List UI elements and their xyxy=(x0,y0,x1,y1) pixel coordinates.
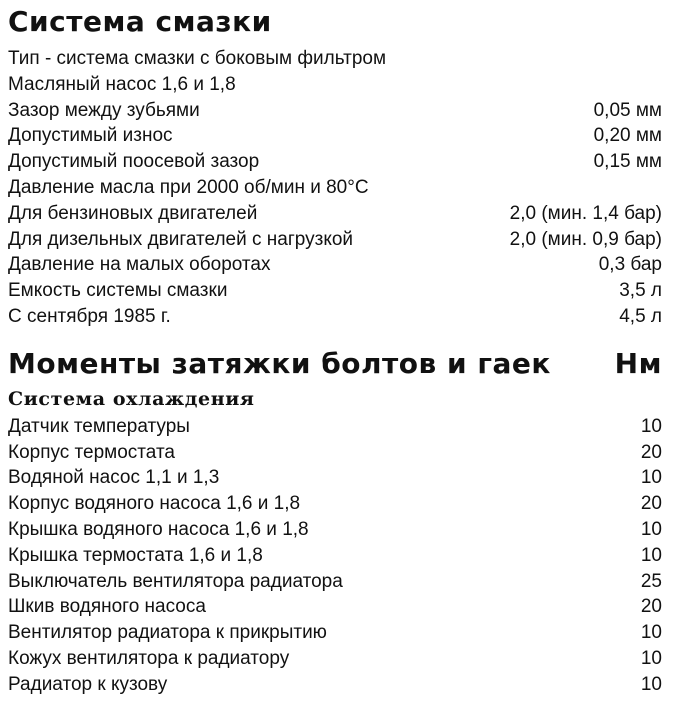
spec-value: 0,3 бар xyxy=(598,254,662,276)
spec-value: 3,5 л xyxy=(619,280,662,302)
spec-value: 10 xyxy=(640,544,662,566)
spec-row xyxy=(8,72,662,98)
spec-label: Для дизельных двигателей с нагрузкой xyxy=(8,228,354,250)
spec-label: Емкость системы смазки xyxy=(8,280,228,302)
spec-row xyxy=(8,440,662,466)
spec-row xyxy=(8,149,662,175)
spec-value: 10 xyxy=(640,673,662,695)
cooling-system-subheading: Система охлаждения xyxy=(8,387,255,410)
spec-row xyxy=(8,517,662,543)
spec-row xyxy=(8,46,662,72)
spec-row xyxy=(8,304,662,330)
spec-row xyxy=(8,227,662,253)
spec-label: Водяной насос 1,1 и 1,3 xyxy=(8,467,220,489)
torque-heading: Моменты затяжки болтов и гаек xyxy=(8,346,551,380)
spec-value: 20 xyxy=(640,441,662,463)
spec-value: 10 xyxy=(640,518,662,540)
spec-row xyxy=(8,278,662,304)
spec-label: Давление масла при 2000 об/мин и 80°С xyxy=(8,176,369,198)
spec-value: 25 xyxy=(640,570,662,592)
spec-row xyxy=(8,465,662,491)
spec-label: Допустимый поосевой зазор xyxy=(8,151,260,173)
spec-row xyxy=(8,620,662,646)
spec-row xyxy=(8,201,662,227)
spec-label: Вентилятор радиатора к прикрытию xyxy=(8,622,327,644)
spec-row xyxy=(8,123,662,149)
spec-value: 10 xyxy=(640,622,662,644)
lubrication-spec-list xyxy=(8,46,662,330)
torque-spec-list xyxy=(8,414,662,698)
spec-value: 2,0 (мин. 0,9 бар) xyxy=(509,228,662,250)
spec-row xyxy=(8,414,662,440)
lubrication-system-heading: Система смазки xyxy=(8,5,272,38)
spec-row xyxy=(8,646,662,672)
spec-value: 10 xyxy=(640,415,662,437)
spec-label: Корпус водяного насоса 1,6 и 1,8 xyxy=(8,493,301,515)
torque-unit: Нм xyxy=(614,346,662,380)
spec-label: Масляный насос 1,6 и 1,8 xyxy=(8,73,236,95)
spec-row xyxy=(8,543,662,569)
torque-heading-row xyxy=(8,344,662,384)
spec-label: Радиатор к кузову xyxy=(8,673,168,695)
spec-label: Датчик температуры xyxy=(8,415,190,437)
spec-value: 0,15 мм xyxy=(593,151,662,173)
spec-row xyxy=(8,569,662,595)
spec-label: Зазор между зубьями xyxy=(8,99,200,121)
spec-label: Корпус термостата xyxy=(8,441,176,463)
spec-value: 2,0 (мин. 1,4 бар) xyxy=(509,202,662,224)
spec-label: Давление на малых оборотах xyxy=(8,254,271,276)
spec-row xyxy=(8,491,662,517)
spec-label: Шкив водяного насоса xyxy=(8,596,206,618)
spec-value: 20 xyxy=(640,493,662,515)
spec-label: Крышка термостата 1,6 и 1,8 xyxy=(8,544,263,566)
spec-row xyxy=(8,175,662,201)
spec-value: 0,20 мм xyxy=(593,125,662,147)
spec-value: 20 xyxy=(640,596,662,618)
spec-label: Допустимый износ xyxy=(8,125,173,147)
spec-value: 4,5 л xyxy=(619,305,662,327)
spec-label: Выключатель вентилятора радиатора xyxy=(8,570,343,592)
spec-label: Крышка водяного насоса 1,6 и 1,8 xyxy=(8,518,309,540)
document-page xyxy=(8,0,662,698)
spec-row xyxy=(8,672,662,698)
spec-row xyxy=(8,98,662,124)
spec-value: 10 xyxy=(640,647,662,669)
spec-label: Кожух вентилятора к радиатору xyxy=(8,647,290,669)
spec-label: Тип - система смазки с боковым фильтром xyxy=(8,48,387,69)
spec-value: 0,05 мм xyxy=(593,99,662,121)
spec-row xyxy=(8,594,662,620)
spec-value: 10 xyxy=(640,467,662,489)
spec-row xyxy=(8,252,662,278)
spec-label: С сентября 1985 г. xyxy=(8,305,171,327)
spec-label: Для бензиновых двигателей xyxy=(8,202,258,224)
